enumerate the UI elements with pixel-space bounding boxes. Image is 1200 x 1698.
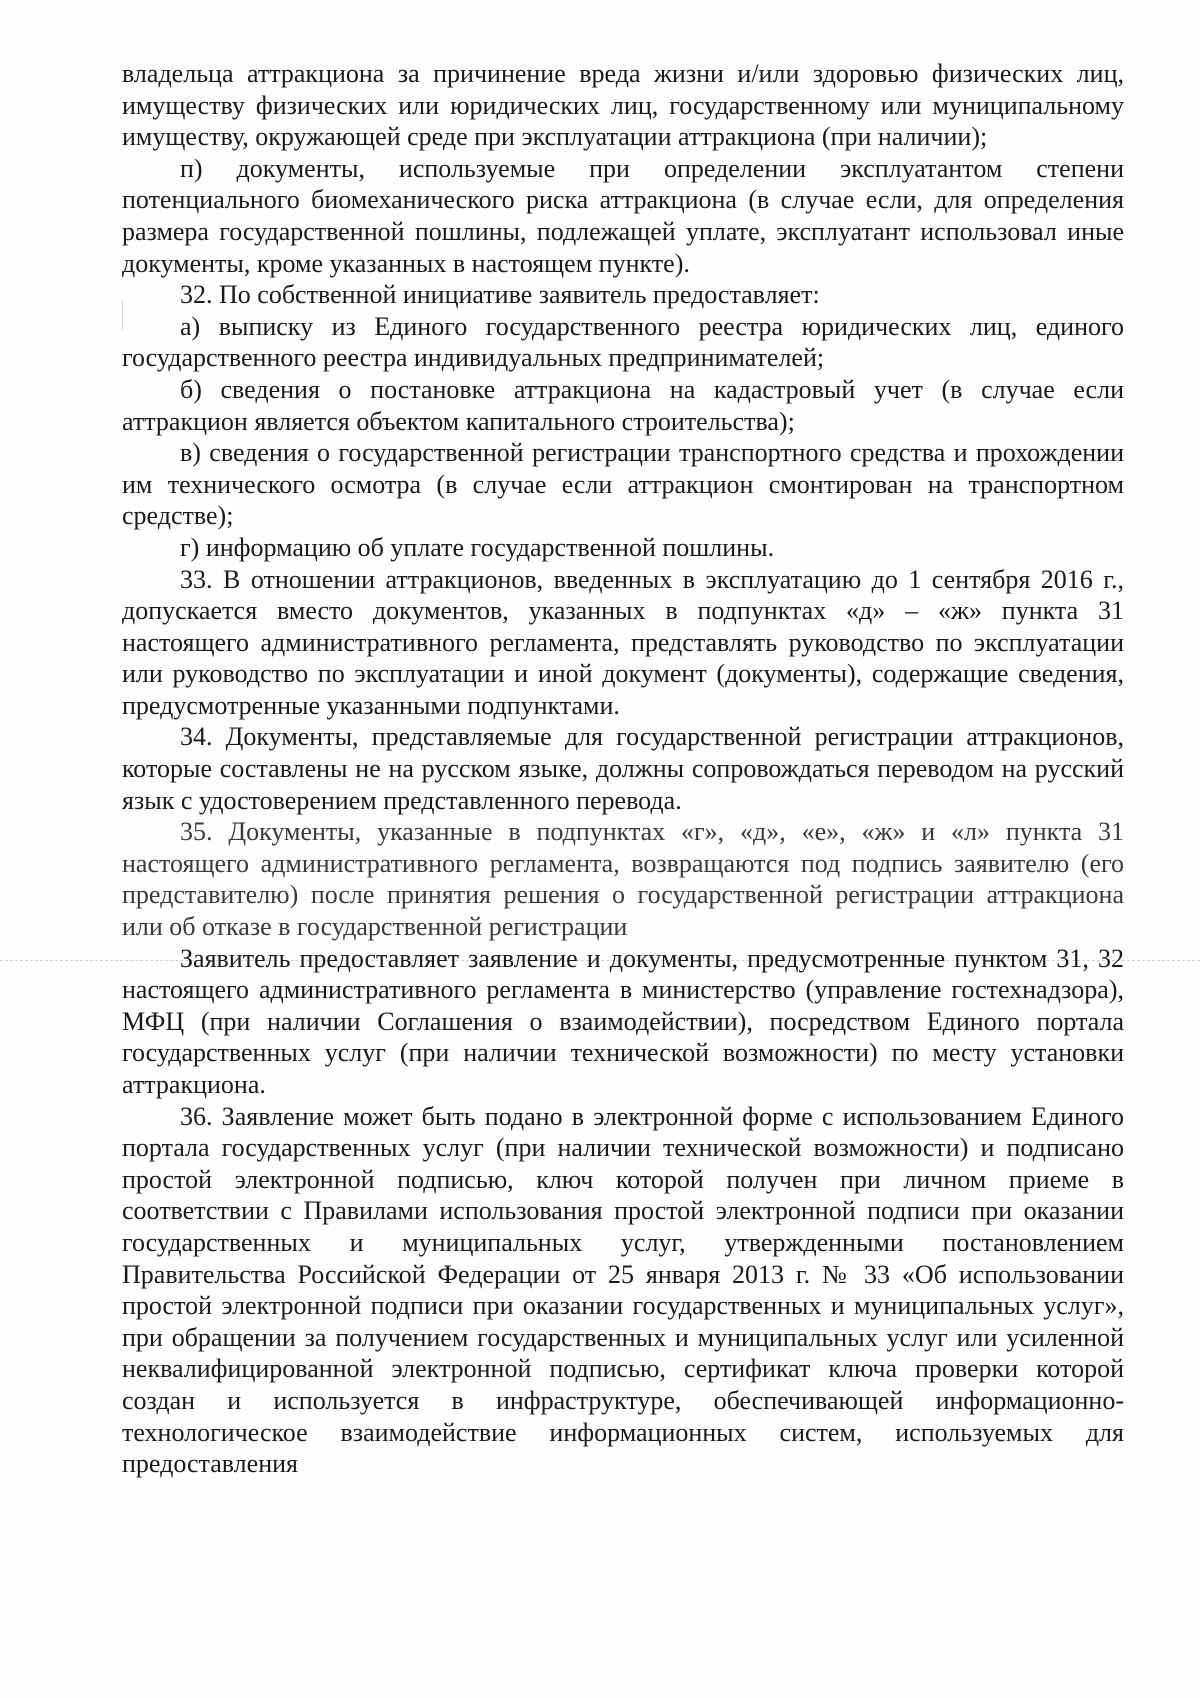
paragraph-36: 36. Заявление может быть подано в электронной форме с использованием Единого портала государственных услуг (при наличии технической возможности) и подписано простой электронной подписью, ключ которой получен при личном приеме в соответствии с Правилами использования простой электронной подписи при оказании государственных и муниципальных услуг, утвержденными постановлением Правительства Российской Федерации от 25 января 2013 г. № 33 «Об использовании простой электронной подписи при оказании государственных и муниципальных услуг», при обращении за получением государственных и муниципальных услуг или усиленной неквалифицированной электронной подписью, сертификат ключа проверки которой создан и используется в инфраструктуре, обеспечивающей информационно-технологическое взаимодействие информационных систем, используемых для предоставления: [122, 1101, 1124, 1479]
document-body: [122, 58, 1124, 1480]
paragraph-32: 32. По собственной инициативе заявитель предоставляет:: [180, 280, 820, 310]
paragraph-liability-continuation: владельца аттракциона за причинение вреда жизни и/или здоровью физических лиц, имуществу физических или юридических лиц, государственному или муниципальному имуществу, окружающей среде при эксплуатации аттракциона (при наличии);: [122, 59, 1124, 152]
paragraph-32-b: б) сведения о постановке аттракциона на кадастровый учет (в случае если аттракцион является объектом капитального строительства);: [122, 374, 1124, 436]
paragraph-32-v: в) сведения о государственной регистрации транспортного средства и прохождении им технического осмотра (в случае если аттракцион смонтирован на транспортном средстве);: [122, 438, 1124, 531]
paragraph-32-a: а) выписку из Единого государственного реестра юридических лиц, единого государственного реестра индивидуальных предпринимателей;: [122, 311, 1124, 373]
paragraph-34: 34. Документы, представляемые для государственной регистрации аттракционов, которые составлены не на русском языке, должны сопровождаться переводом на русский язык с удостоверением представленного перевода.: [122, 722, 1124, 815]
paragraph-item-p: п) документы, используемые при определении эксплуатантом степени потенциального биомеханического риска аттракциона (в случае если, для определения размера государственной пошлины, подлежащей уплате, эксплуатант использовал иные документы, кроме указанных в настоящем пункте).: [122, 153, 1124, 278]
paragraph-33: 33. В отношении аттракционов, введенных в эксплуатацию до 1 сентября 2016 г., допускается вместо документов, указанных в подпунктах «д» – «ж» пункта 31 настоящего административного регламента, представлять руководство по эксплуатации или руководство по эксплуатации и иной документ (документы), содержащие сведения, предусмотренные указанными подпунктами.: [122, 564, 1124, 720]
paragraph-applicant-submission: Заявитель предоставляет заявление и документы, предусмотренные пунктом 31, 32 настоящего административного регламента в министерство (управление гостехнадзора), МФЦ (при наличии Соглашения о взаимодействии), посредством Единого портала государственных услуг (при наличии технической возможности) по месту установки аттракциона.: [122, 943, 1124, 1099]
paragraph-32-g: г) информацию об уплате государственной пошлины.: [180, 532, 775, 562]
paragraph-35: 35. Документы, указанные в подпунктах «г», «д», «е», «ж» и «л» пункта 31 настоящего административного регламента, возвращаются под подпись заявителю (его представителю) после принятия решения о государственной регистрации аттракциона или об отказе в государственной регистрации: [122, 817, 1124, 942]
